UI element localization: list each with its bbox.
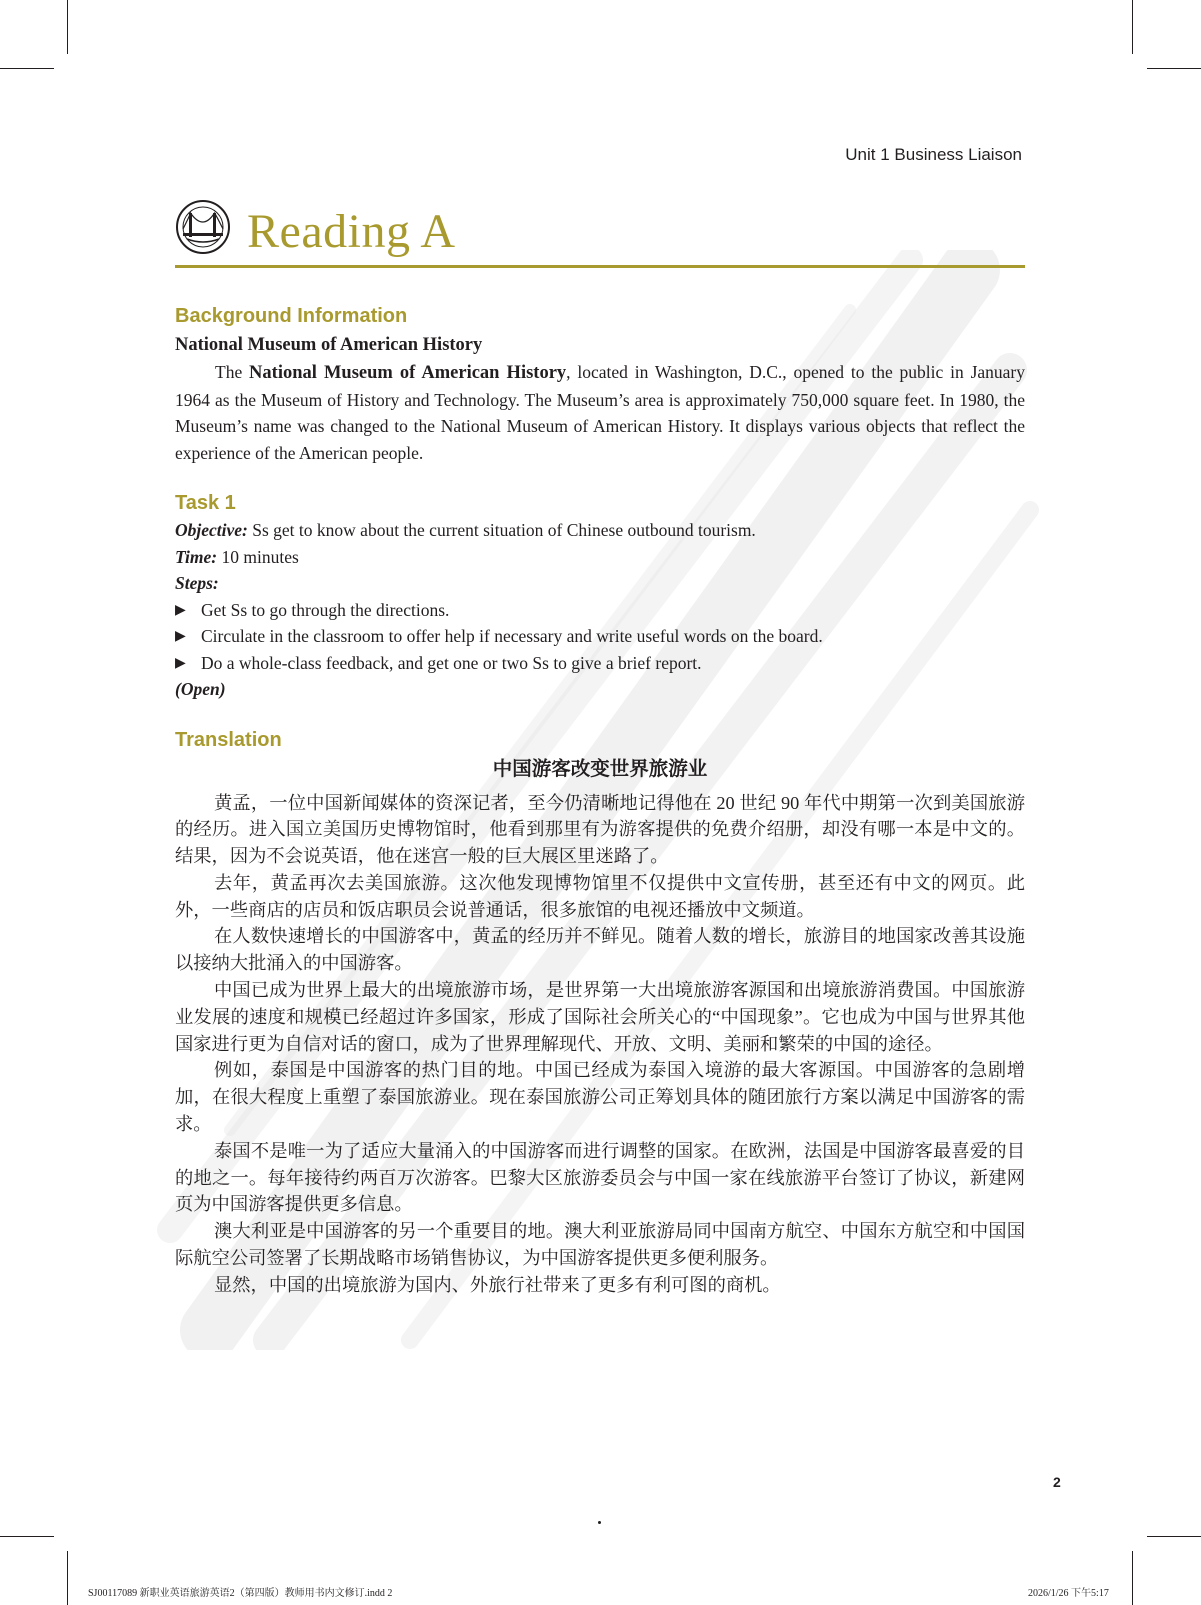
background-para-bold: National Museum of American History: [249, 363, 567, 383]
translation-paragraph: 黄孟，一位中国新闻媒体的资深记者，至今仍清晰地记得他在 20 世纪 90 年代中期第一次到美国旅游的经历。进入国立美国历史博物馆时，他看到那里有为游客提供的免费介绍册，却没有哪一本是中文的。结果，因为不会说英语，他在迷宫一般的巨大展区里迷路了。: [175, 792, 1025, 867]
running-head: Unit 1 Business Liaison: [845, 145, 1022, 164]
background-subtitle: National Museum of American History: [175, 335, 483, 355]
steps-label: Steps:: [175, 573, 219, 593]
objective-text: Ss get to know about the current situation of Chinese outbound tourism.: [247, 520, 756, 540]
bridge-stamp-icon: [175, 199, 231, 255]
translation-paragraph: 在人数快速增长的中国游客中，黄孟的经历并不鲜见。随着人数的增长，旅游目的地国家改善其设施以接纳大批涌入的中国游客。: [175, 926, 1025, 974]
crop-mark-bottom-right-h: [1147, 1536, 1201, 1537]
task1-time: [175, 544, 1025, 571]
crop-mark-bottom-left-h: [0, 1536, 54, 1537]
task1-heading: Task 1: [175, 492, 236, 514]
page-body: [175, 300, 1025, 1299]
step-text: Get Ss to go through the directions.: [201, 599, 450, 620]
translation-heading: Translation: [175, 728, 282, 751]
time-label: Time:: [175, 546, 218, 567]
crop-mark-bottom-left-v: [67, 1551, 68, 1605]
bullet-triangle-icon: ▶: [175, 601, 186, 618]
background-para-lead: The: [215, 362, 250, 382]
registration-dot: [598, 1521, 601, 1524]
list-item: [175, 597, 1025, 624]
bullet-triangle-icon: ▶: [175, 628, 186, 644]
print-slug-file: SJ00117089 新职业英语旅游英语2（第四版）教师用书内文修订.indd 2: [88, 1588, 393, 1599]
background-information-heading: Background Information: [175, 305, 408, 327]
crop-mark-top-right-h: [1147, 68, 1201, 69]
crop-mark-top-left-h: [0, 68, 54, 69]
translation-paragraph: 例如，泰国是中国游客的热门目的地。中国已经成为泰国入境游的最大客源国。中国游客的急剧增加，在很大程度上重塑了泰国旅游业。现在泰国旅游公司正筹划具体的随团旅行方案以满足中国游客的需求。: [175, 1060, 1025, 1135]
page-number: 2: [1053, 1474, 1061, 1490]
step-text: Circulate in the classroom to offer help if necessary and write useful words on the board.: [201, 626, 823, 646]
print-slug-timestamp: 2026/1/26 下午5:17: [1028, 1588, 1109, 1599]
list-item: [175, 650, 1025, 677]
background-paragraph: [175, 359, 1025, 466]
crop-mark-top-right-v: [1132, 0, 1133, 54]
translation-paragraph: 泰国不是唯一为了适应大量涌入的中国游客而进行调整的国家。在欧洲，法国是中国游客最喜爱的目的地之一。每年接待约两百万次游客。巴黎大区旅游委员会与中国一家在线旅游平台签订了协议，新建网页为中国游客提供更多信息。: [175, 1140, 1025, 1215]
translation-paragraph: 澳大利亚是中国游客的另一个重要目的地。澳大利亚旅游局同中国南方航空、中国东方航空和中国国际航空公司签署了长期战略市场销售协议，为中国游客提供更多便利服务。: [175, 1221, 1025, 1269]
list-item: [175, 623, 1025, 650]
crop-mark-top-left-v: [67, 0, 68, 54]
background-para-rest: , located in Washington, D.C., opened to the public in January 1964 as the Museum of History and Technology. The Museum’s area is approximately 750,000 square feet. In 1980, the Museum’s name was changed to the National Museum of American History. It displays various objects that reflect the experience of the American people.: [175, 362, 1025, 463]
objective-label: Objective:: [175, 520, 248, 540]
crop-mark-bottom-right-v: [1132, 1551, 1133, 1605]
step-text: Do a whole-class feedback, and get one or two Ss to give a brief report.: [201, 652, 702, 673]
translation-section: [175, 729, 1025, 1299]
bullet-triangle-icon: ▶: [175, 654, 186, 671]
time-text: 10 minutes: [217, 546, 299, 567]
translation-paragraph: 中国已成为世界上最大的出境旅游市场，是世界第一大出境旅游客源国和出境旅游消费国。中国旅游业发展的速度和规模已经超过许多国家，形成了国际社会所关心的“中国现象”。它也成为中国与世界其他国家进行更为自信对话的窗口，成为了世界理解现代、开放、文明、美丽和繁荣的中国的途径。: [175, 980, 1025, 1054]
open-label: (Open): [175, 679, 226, 699]
background-information-section: [175, 305, 1025, 466]
title-divider: [175, 265, 1025, 268]
translation-paragraph: 去年，黄孟再次去美国旅游。这次他发现博物馆里不仅提供中文宣传册，甚至还有中文的网页。此外，一些商店的店员和饭店职员会说普通话，很多旅馆的电视还播放中文频道。: [175, 872, 1025, 920]
translation-paragraph: 显然，中国的出境旅游为国内、外旅行社带来了更多有利可图的商机。: [214, 1274, 781, 1295]
translation-title: 中国游客改变世界旅游业: [492, 758, 708, 780]
section-title: Reading A: [247, 205, 456, 258]
task1-section: [175, 492, 1025, 703]
task1-objective: [175, 517, 1025, 544]
